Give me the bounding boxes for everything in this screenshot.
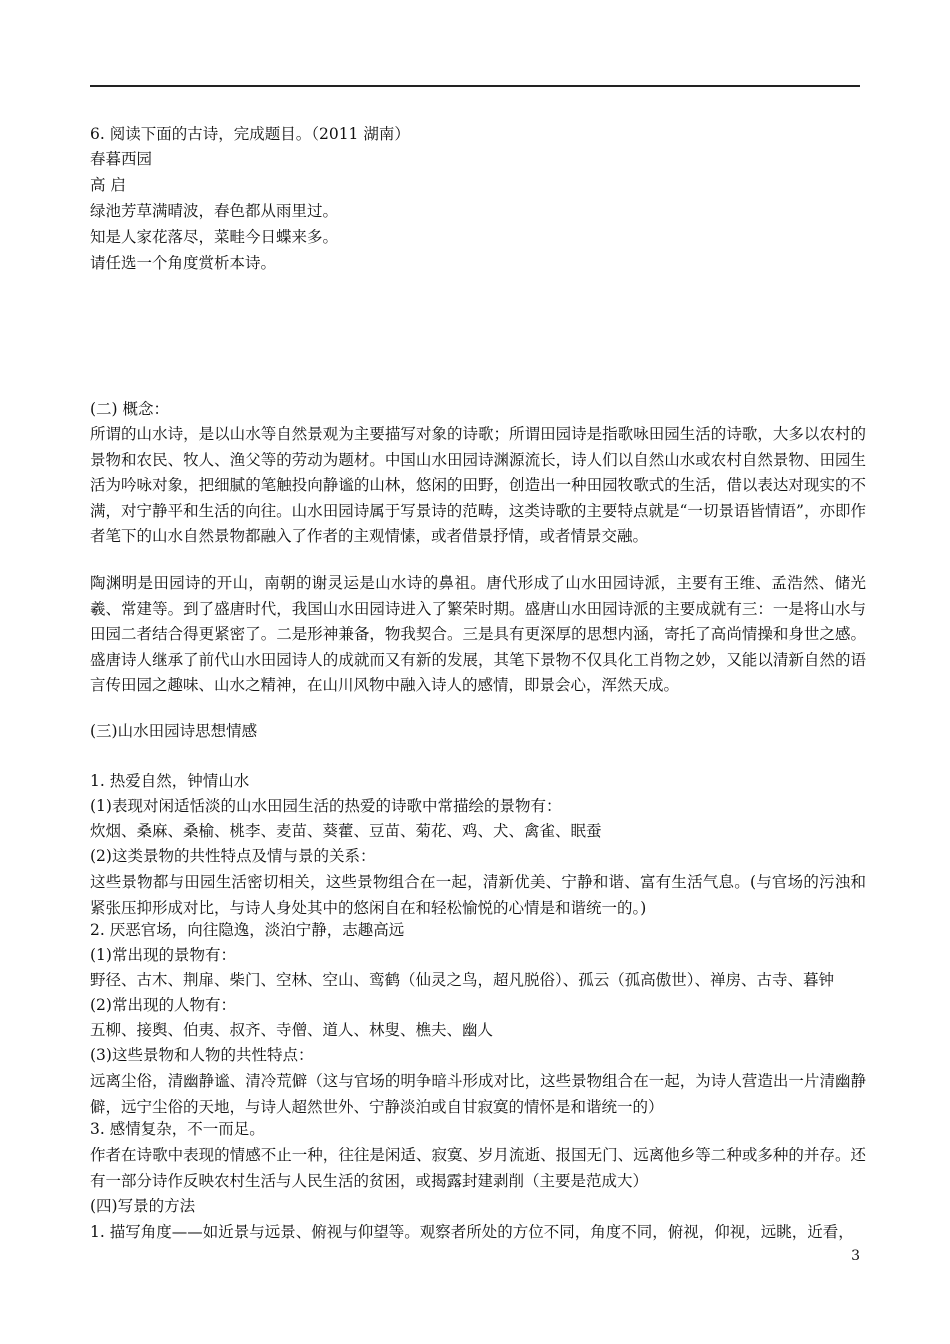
section-1-question-1: (1)表现对闲适恬淡的山水田园生活的热爱的诗歌中常描绘的景物有：: [90, 797, 562, 815]
section-3-title: 3. 感情复杂，不一而足。: [90, 1120, 265, 1138]
question-header: 6. 阅读下面的古诗，完成题目。（2011 湖南）: [90, 125, 410, 143]
poem-title: 春暮西园: [90, 150, 153, 168]
methods-item-1: 1. 描写角度——如近景与远景、俯视与仰望等。观察者所处的方位不同，角度不同，俯视，仰视，远眺，近看，: [90, 1223, 854, 1241]
thoughts-heading: (三)山水田园诗思想情感: [90, 722, 258, 740]
section-1-answer-2: 这些景物都与田园生活密切相关，这些景物组合在一起，清新优美、宁静和谐、富有生活气息。(与官场的污浊和紧张压抑形成对比，与诗人身处其中的悠闲自在和轻松愉悦的心情是和谐统一的。): [90, 873, 866, 917]
page-number: 3: [851, 1248, 860, 1264]
concept-paragraph-1: 所谓的山水诗，是以山水等自然景观为主要描写对象的诗歌；所谓田园诗是指歌咏田园生活的诗歌，大多以农村的景物和农民、牧人、渔父等的劳动为题材。中国山水田园诗渊源流长，诗人们以自然山水或农村自然景物、田园生活为吟咏对象，把细腻的笔触投向静谧的山林，悠闲的田野，创造出一种田园牧歌式的生活，借以表达对现实的不满，对宁静平和生活的向往。山水田园诗属于写景诗的范畴，这类诗歌的主要特点就是“一切景语皆情语”，亦即作者笔下的山水自然景物都融入了作者的主观情愫，或者借景抒情，或者情景交融。: [90, 425, 866, 546]
header-rule: [90, 85, 860, 87]
methods-heading: (四)写景的方法: [90, 1197, 196, 1215]
concept-paragraph-2: 陶渊明是田园诗的开山，南朝的谢灵运是山水诗的鼻祖。唐代形成了山水田园诗派，主要有王维、孟浩然、储光羲、常建等。到了盛唐时代，我国山水田园诗进入了繁荣时期。盛唐山水田园诗派的主要成就有三：一是将山水与田园二者结合得更紧密了。二是形神兼备，物我契合。三是具有更深厚的思想内涵，寄托了高尚情操和身世之感。盛唐诗人继承了前代山水田园诗人的成就而又有新的发展，其笔下景物不仅具化工肖物之妙，又能以清新自然的语言传田园之趣味、山水之精神，在山川风物中融入诗人的感情，即景会心，浑然天成。: [90, 574, 866, 695]
concept-heading: (二) 概念：: [90, 400, 170, 418]
section-1-title: 1. 热爱自然，钟情山水: [90, 772, 250, 790]
poem-verse-1: 绿池芳草满晴波，春色都从雨里过。: [90, 202, 339, 220]
section-2-answer-3: 远离尘俗，清幽静谧、清冷荒僻（这与官场的明争暗斗形成对比，这些景物组合在一起，为诗人营造出一片清幽静僻，远宁尘俗的天地，与诗人超然世外、宁静淡泊或自甘寂寞的情怀是和谐统一的）: [90, 1072, 866, 1116]
section-1-answer-1: 炊烟、桑麻、桑榆、桃李、麦苗、葵藿、豆苗、菊花、鸡、犬、禽雀、眠蚕: [90, 822, 602, 840]
section-2-question-1: (1)常出现的景物有：: [90, 946, 236, 964]
poem-verse-2: 知是人家花落尽，菜畦今日蝶来多。: [90, 228, 339, 246]
section-2-answer-1: 野径、古木、荆扉、柴门、空林、空山、鸾鹤（仙灵之鸟，超凡脱俗）、孤云（孤高傲世）、禅房、古寺、暮钟: [90, 971, 835, 989]
section-2-answer-2: 五柳、接舆、伯夷、叔齐、寺僧、道人、林叟、樵夫、幽人: [90, 1021, 494, 1039]
section-2-question-2: (2)常出现的人物有：: [90, 996, 236, 1014]
section-1-question-2: (2)这类景物的共性特点及情与景的关系：: [90, 847, 376, 865]
section-2-title: 2. 厌恶官场，向往隐逸，淡泊宁静，志趣高远: [90, 921, 405, 939]
poem-author: 高 启: [90, 176, 126, 194]
question-prompt: 请任选一个角度赏析本诗。: [90, 254, 277, 272]
section-3-text: 作者在诗歌中表现的情感不止一种，往往是闲适、寂寞、岁月流逝、报国无门、远离他乡等二种或多种的并存。还有一部分诗作反映农村生活与人民生活的贫困，或揭露封建剥削（主要是范成大）: [90, 1146, 866, 1190]
section-2-question-3: (3)这些景物和人物的共性特点：: [90, 1046, 314, 1064]
